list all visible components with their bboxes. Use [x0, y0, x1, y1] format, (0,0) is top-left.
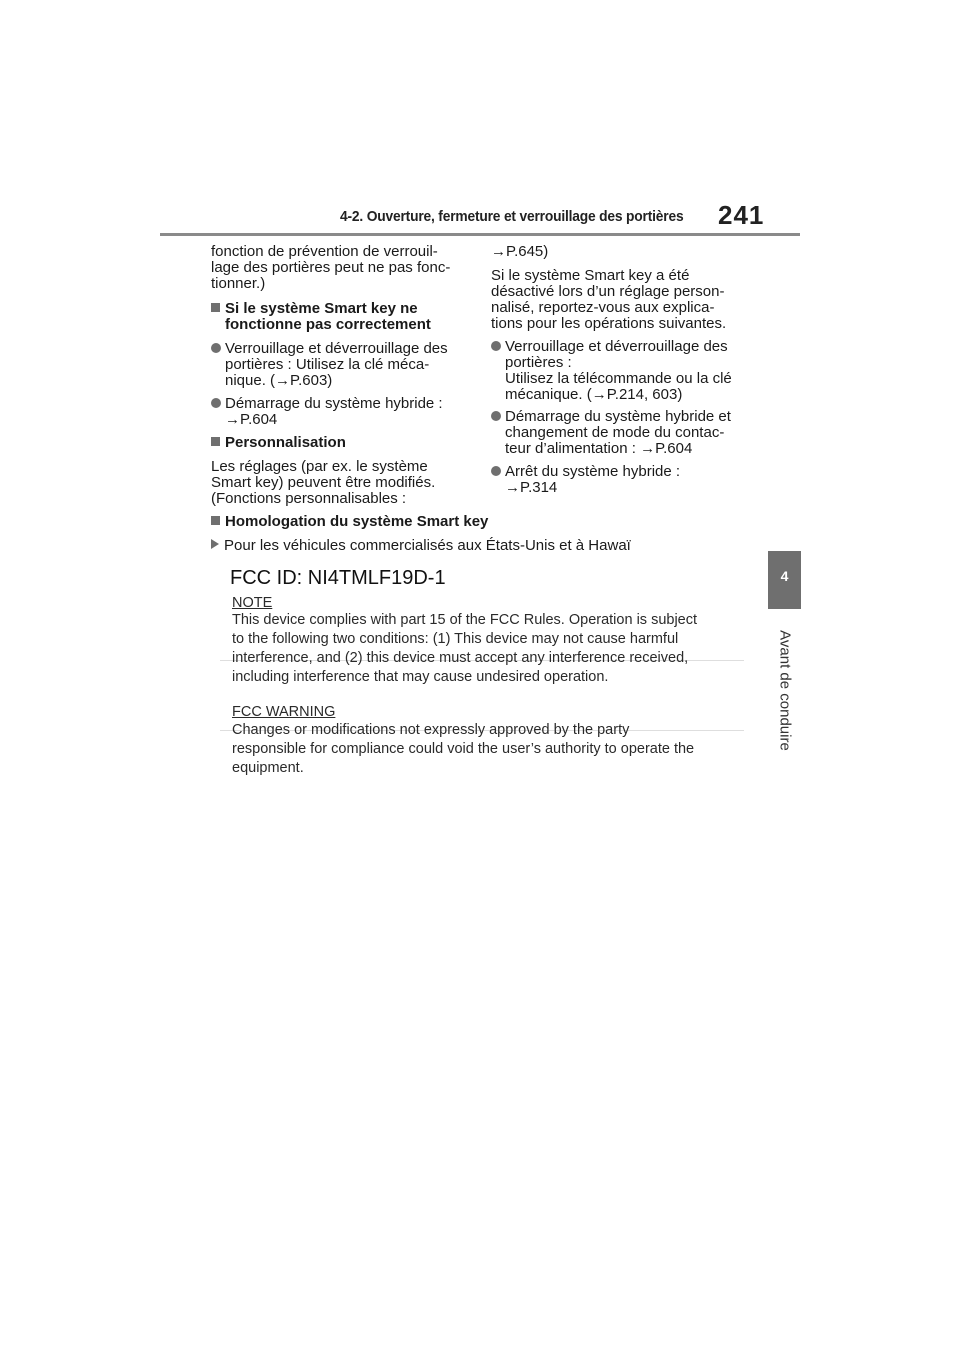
- heading-personnalisation: Personnalisation: [211, 435, 346, 451]
- fcc-id: FCC ID: NI4TMLF19D-1: [230, 567, 446, 589]
- chapter-number: 4: [780, 568, 789, 584]
- triangle-bullet-icon: [211, 539, 219, 549]
- disabled-smart-key-paragraph: Si le système Smart key a été désactivé lors d’un réglage person- nalisé, reportez-vous aux explica- tions pour les opérations suivantes.: [491, 267, 727, 332]
- fcc-notice-image: [222, 563, 742, 778]
- square-bullet-icon: [211, 516, 220, 525]
- continued-reference: →P.645): [491, 243, 549, 260]
- bullet-hybrid-start-left: Démarrage du système hybride : →P.604: [211, 396, 443, 428]
- fcc-note-title: NOTE: [232, 595, 273, 611]
- fcc-warning-line: equipment.: [232, 760, 304, 776]
- circle-bullet-icon: [211, 343, 221, 353]
- bullet-hybrid-start-right: Démarrage du système hybride et changement de mode du contac- teur d’alimentation : →P.604: [491, 409, 731, 457]
- fcc-warning-line: Changes or modifications not expressly approved by the party: [232, 722, 630, 738]
- intro-paragraph: fonction de prévention de verrouil- lage des portières peut ne pas fonc- tionner.): [211, 243, 451, 292]
- heading-smart-key-malfunction: Si le système Smart key ne fonctionne pas correctement: [211, 301, 431, 333]
- chapter-label: Avant de conduire: [776, 630, 794, 751]
- section-title: 4-2. Ouverture, fermeture et verrouillage des portières: [340, 208, 684, 225]
- square-bullet-icon: [211, 303, 220, 312]
- page-number: 241: [718, 200, 765, 230]
- fcc-note-line: including interference that may cause undesired operation.: [232, 669, 609, 685]
- homologation-region: Pour les véhicules commercialisés aux États-Unis et à Hawaï: [211, 538, 631, 554]
- header-divider: [160, 233, 800, 236]
- circle-bullet-icon: [491, 466, 501, 476]
- circle-bullet-icon: [491, 341, 501, 351]
- fcc-warning-title: FCC WARNING: [232, 704, 336, 720]
- heading-homologation: Homologation du système Smart key: [211, 514, 488, 530]
- fcc-warning-line: responsible for compliance could void the user’s authority to operate the: [232, 741, 695, 757]
- personnalisation-paragraph: Les réglages (par ex. le système Smart key) peuvent être modifiés. (Fonctions personnalisables :: [211, 458, 436, 507]
- circle-bullet-icon: [491, 411, 501, 421]
- fcc-note-line: to the following two conditions: (1) This device may not cause harmful: [232, 631, 679, 647]
- fcc-note-line: This device complies with part 15 of the FCC Rules. Operation is subject: [232, 612, 698, 628]
- bullet-lock-unlock-right: Verrouillage et déverrouillage des portières : Utilisez la télécommande ou la clé mécanique. (→P.214, 603): [491, 339, 732, 403]
- bullet-lock-unlock-left: Verrouillage et déverrouillage des portières : Utilisez la clé méca- nique. (→P.603): [211, 341, 448, 389]
- square-bullet-icon: [211, 437, 220, 446]
- fcc-note-line: interference, and (2) this device must accept any interference received,: [232, 650, 689, 666]
- circle-bullet-icon: [211, 398, 221, 408]
- bullet-hybrid-stop: Arrêt du système hybride : →P.314: [491, 464, 680, 496]
